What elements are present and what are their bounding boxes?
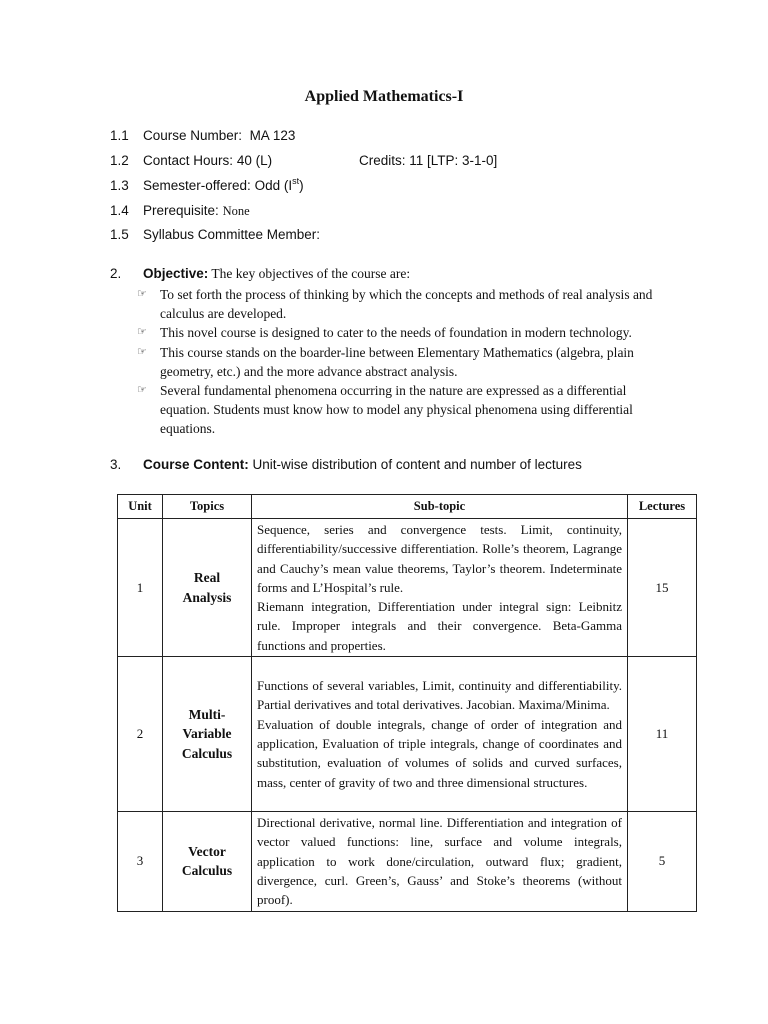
lectures-cell: 5 [628,812,697,911]
lectures-cell: 11 [628,657,697,812]
table-row [118,519,697,657]
pointing-hand-icon: ☞ [137,326,147,339]
topic-cell [163,812,252,911]
header-topics: Topics [163,495,252,519]
subtopic-paragraph: Evaluation of double integrals, change of order of integration and application, Evaluation of triple integrals, change of coordinates and substitution, evaluation of volumes of solids and curved surfaces, mass, center of gravity of two and three dimensional structures. [257,716,622,790]
semester-suffix: ) [299,178,304,193]
item-number: 1.2 [110,153,129,168]
table-row [118,657,697,812]
subtopic-cell [252,812,628,911]
course-number-label: Course Number: [143,128,243,143]
item-number: 1.4 [110,203,129,218]
topic-line: Multi- [188,706,226,722]
item-number: 1.5 [110,227,129,242]
contact-hours-value: 40 (L) [236,153,273,168]
course-number-value: MA 123 [249,128,296,143]
subtopic-paragraph: Directional derivative, normal line. Differentiation and integration of vector valued functions: line, surface and volume integrals, application to work done/circulation, outward flux; gradient, divergence, curl. Green’s, Gauss’ and Stoke’s theorems (without proof). [257,815,622,908]
topic-cell [163,519,252,657]
subtopic-paragraph: Functions of several variables, Limit, continuity and differentiability. Partial derivatives and total derivatives. Jacobian. Maxima/Minima. [257,678,622,713]
list-item [137,323,657,342]
unit-cell: 1 [118,519,163,657]
semester-label: Semester-offered: [143,178,251,193]
topic-cell [163,657,252,812]
objective-text: This course stands on the boarder-line between Elementary Mathematics (algebra, plain geometry, etc.) and the more advance abstract analysis. [160,344,634,379]
subtopic-cell [252,519,628,657]
course-content-intro: Unit-wise distribution of content and number of lectures [252,457,582,472]
pointing-hand-icon: ☞ [137,384,147,397]
header-subtopic: Sub-topic [252,495,628,519]
semester-superscript: st [292,175,300,186]
unit-cell: 3 [118,812,163,911]
list-item [137,343,657,381]
committee-row [110,225,320,245]
subtopic-cell [252,657,628,812]
unit-cell: 2 [118,657,163,812]
subtopic-paragraph: Sequence, series and convergence tests. Limit, continuity, differentiability/successive differentiation. Rolle’s theorem, Lagrange and Cauchy’s mean value theorems, Taylor’s theorem. Indeterminate forms and L’Hospital’s rule. [257,522,622,595]
section-number: 2. [110,266,122,281]
objective-intro: The key objectives of the course are: [211,266,411,281]
list-item [137,381,657,439]
credits-value: Credits: 11 [LTP: 3-1-0] [359,153,498,168]
header-lectures: Lectures [628,495,697,519]
semester-row [110,176,304,196]
pointing-hand-icon: ☞ [137,345,147,358]
course-number-row [110,126,295,146]
topic-line: Calculus [181,863,233,879]
objective-text: To set forth the process of thinking by which the concepts and methods of real analysis and calculus are developed. [160,287,653,322]
prerequisite-value: None [222,204,250,218]
table-row [118,812,697,911]
course-content-label: Course Content: [143,457,249,472]
prerequisite-row [110,201,250,221]
table-header-row [118,495,697,519]
topic-line: Vector [188,843,226,859]
topic-line: Variable [182,726,232,742]
topic-line: Real [193,570,221,586]
committee-label: Syllabus Committee Member: [143,227,321,242]
course-content-heading [110,457,582,472]
lectures-cell: 15 [628,519,697,657]
objective-label: Objective: [143,266,209,281]
course-content-table [117,494,697,912]
pointing-hand-icon: ☞ [137,288,147,300]
item-number: 1.3 [110,178,129,193]
contact-hours-label: Contact Hours: [143,153,234,168]
topic-line: Analysis [182,589,232,605]
list-item [137,285,657,323]
item-number: 1.1 [110,128,129,143]
section-number: 3. [110,457,122,472]
subtopic-paragraph: Riemann integration, Differentiation under integral sign: Leibnitz rule. Improper integrals and their convergence. Beta-Gamma functions and properties. [257,599,622,653]
objective-text: This novel course is designed to cater to the needs of foundation in modern technology. [160,325,632,341]
header-unit: Unit [118,495,163,519]
semester-value: Odd (I [254,178,293,193]
objective-heading [110,266,410,282]
objective-list [137,285,657,439]
topic-line: Calculus [181,745,233,761]
objective-text: Several fundamental phenomena occurring in the nature are expressed as a differential equation. Students must know how to model any physical phenomena using differential equations. [160,383,633,437]
page-title: Applied Mathematics-I [304,88,464,105]
contact-hours-row [110,151,498,171]
prerequisite-label: Prerequisite: [143,203,219,218]
